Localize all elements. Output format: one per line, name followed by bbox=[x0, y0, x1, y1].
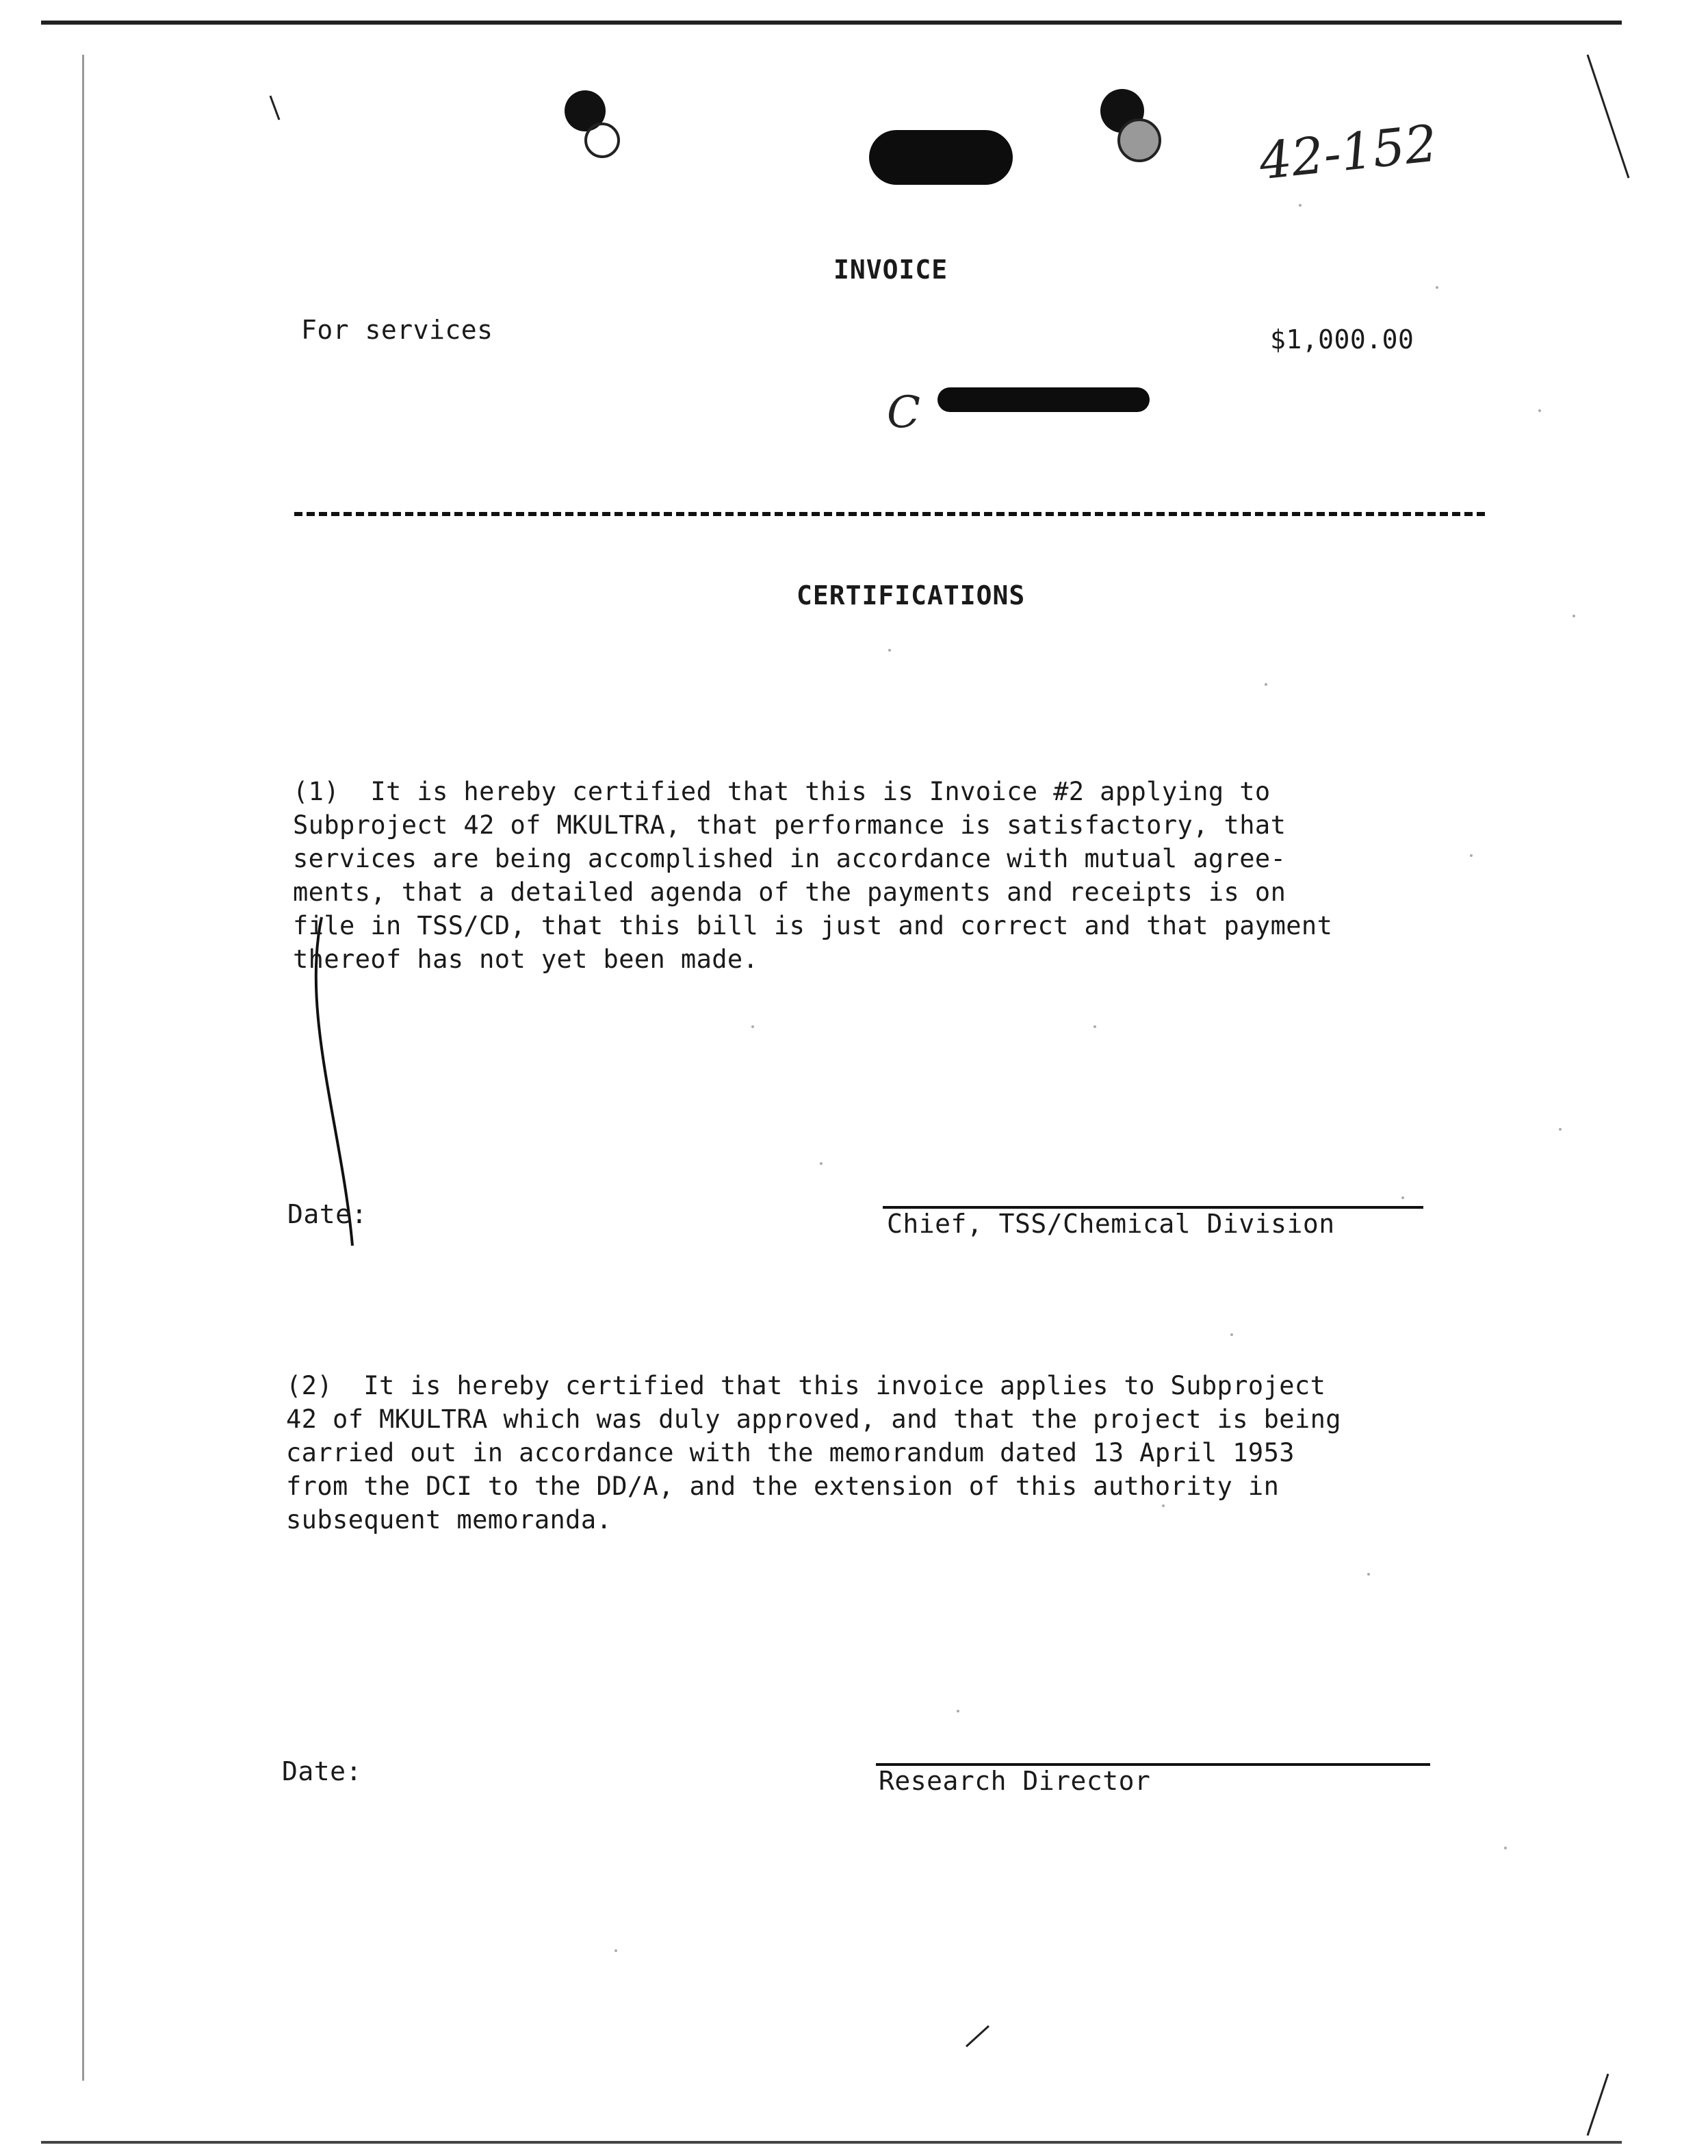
redaction-block bbox=[869, 130, 1013, 185]
handwritten-file-number: 42-152 bbox=[1256, 114, 1440, 192]
handwritten-mark: C bbox=[887, 387, 920, 438]
cert1-line: (1) It is hereby certified that this is Invoice #2 applying to bbox=[293, 777, 1271, 806]
cert2-date-label: Date: bbox=[282, 1756, 362, 1786]
services-label: For services bbox=[301, 315, 493, 345]
cert1-signatory: Chief, TSS/Chemical Division bbox=[887, 1209, 1335, 1239]
invoice-title: INVOICE bbox=[833, 255, 948, 285]
cert1-date-label: Date: bbox=[287, 1199, 367, 1229]
left-margin-line bbox=[82, 55, 84, 2081]
cert1-line: file in TSS/CD, that this bill is just and correct and that payment bbox=[293, 911, 1333, 940]
invoice-amount: $1,000.00 bbox=[1270, 324, 1414, 355]
cert2-line: 42 of MKULTRA which was duly approved, and that the project is being bbox=[286, 1404, 1341, 1434]
dashed-separator bbox=[294, 512, 1485, 516]
cert1-line: Subproject 42 of MKULTRA, that performance is satisfactory, that bbox=[293, 810, 1286, 840]
redacted-name bbox=[937, 387, 1150, 412]
cert2-line: subsequent memoranda. bbox=[286, 1505, 612, 1535]
cert2-line: (2) It is hereby certified that this invoice applies to Subproject bbox=[286, 1371, 1326, 1400]
cert1-line: ments, that a detailed agenda of the payments and receipts is on bbox=[293, 877, 1286, 907]
bottom-edge bbox=[41, 2141, 1622, 2144]
cert2-signatory: Research Director bbox=[879, 1766, 1151, 1796]
certifications-heading: CERTIFICATIONS bbox=[797, 580, 1026, 611]
cert2-line: from the DCI to the DD/A, and the extension of this authority in bbox=[286, 1472, 1280, 1501]
cert1-line: services are being accomplished in accordance with mutual agree- bbox=[293, 844, 1286, 873]
top-edge bbox=[41, 21, 1622, 25]
cert1-line: thereof has not yet been made. bbox=[293, 945, 759, 974]
cert2-line: carried out in accordance with the memorandum dated 13 April 1953 bbox=[286, 1438, 1295, 1467]
